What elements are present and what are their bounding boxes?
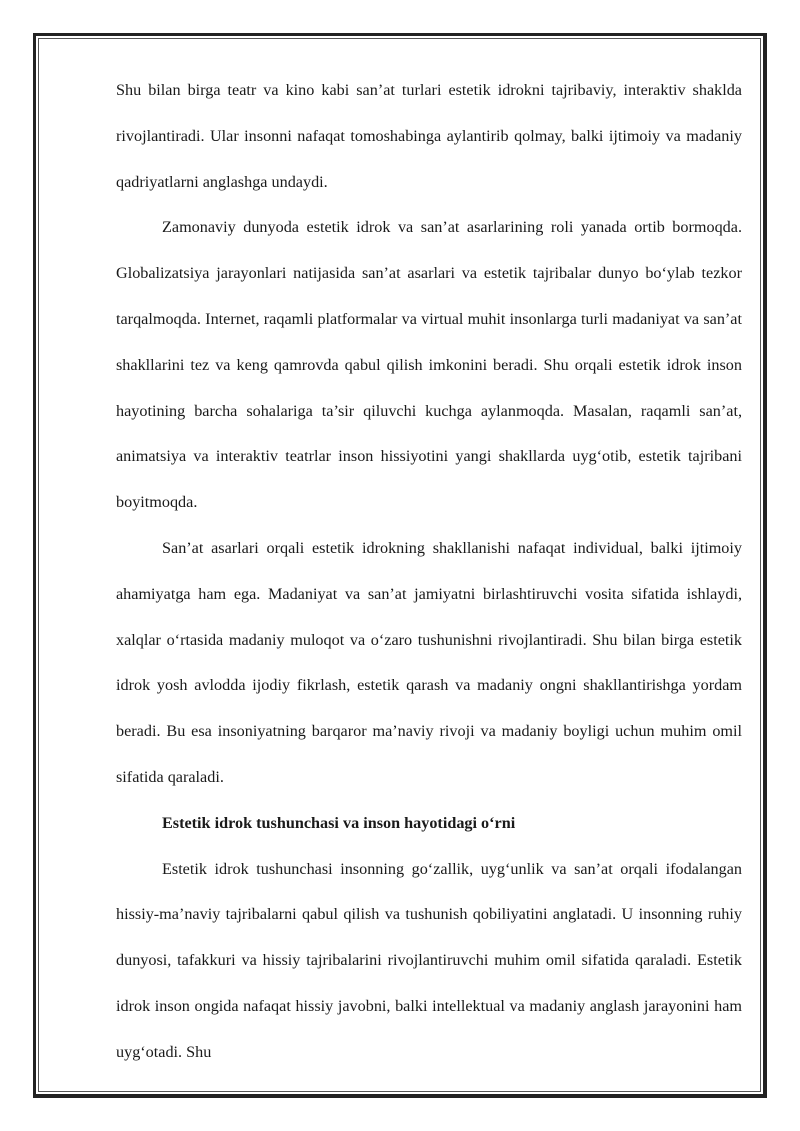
paragraph-2: Zamonaviy dunyoda estetik idrok va san’at asarlarining roli yanada ortib bormoqda. Globalizatsiya jarayonlari natijasida san’at asarlari va estetik tajribalar dunyo bo‘ylab tezkor tarqalmoqda. Internet, raqamli platformalar va virtual muhit insonlarga turli madaniyat va san’at shakllarini tez va keng qamrovda qabul qilish imkonini beradi. Shu orqali estetik idrok inson hayotining barcha sohalariga ta’sir qiluvchi kuchga aylanmoqda. Masalan, raqamli san’at, animatsiya va interaktiv teatrlar inson hissiyotini yangi shakllarda uyg‘otib, estetik tajribani boyitmoqda. xyxy=(116,218,742,512)
paragraph-1: Shu bilan birga teatr va kino kabi san’at turlari estetik idrokni tajribaviy, interaktiv shaklda rivojlantiradi. Ular insonni nafaqat tomoshabinga aylantirib qolmay, balki ijtimoiy va madaniy qadriyatlarni anglashga undaydi. xyxy=(116,81,742,191)
section-heading: Estetik idrok tushunchasi va inson hayotidagi o‘rni xyxy=(162,813,516,832)
paragraph-4: Estetik idrok tushunchasi insonning go‘zallik, uyg‘unlik va san’at orqali ifodalangan hissiy-ma’naviy tajribalarni qabul qilish va tushunish qobiliyatini anglatadi. U insonning ruhiy dunyosi, tafakkuri va hissiy tajribalarini rivojlantiruvchi muhim omil sifatida qaraladi. Estetik idrok inson ongida nafaqat hissiy javobni, balki intellektual va madaniy anglash jarayonini ham uyg‘otadi. Shu xyxy=(116,859,742,1061)
paragraph-3: San’at asarlari orqali estetik idrokning shakllanishi nafaqat individual, balki ijtimoiy ahamiyatga ham ega. Madaniyat va san’at jamiyatni birlashtiruvchi vosita sifatida ishlaydi, xalqlar o‘rtasida madaniy muloqot va o‘zaro tushunishni rivojlantiradi. Shu bilan birga estetik idrok yosh avlodda ijodiy fikrlash, estetik qarash va madaniy ongni shakllantirishga yordam beradi. Bu esa insoniyatning barqaror ma’naviy rivoji va madaniy boyligi uchun muhim omil sifatida qaraladi. xyxy=(116,538,742,786)
document-body xyxy=(116,68,742,1076)
